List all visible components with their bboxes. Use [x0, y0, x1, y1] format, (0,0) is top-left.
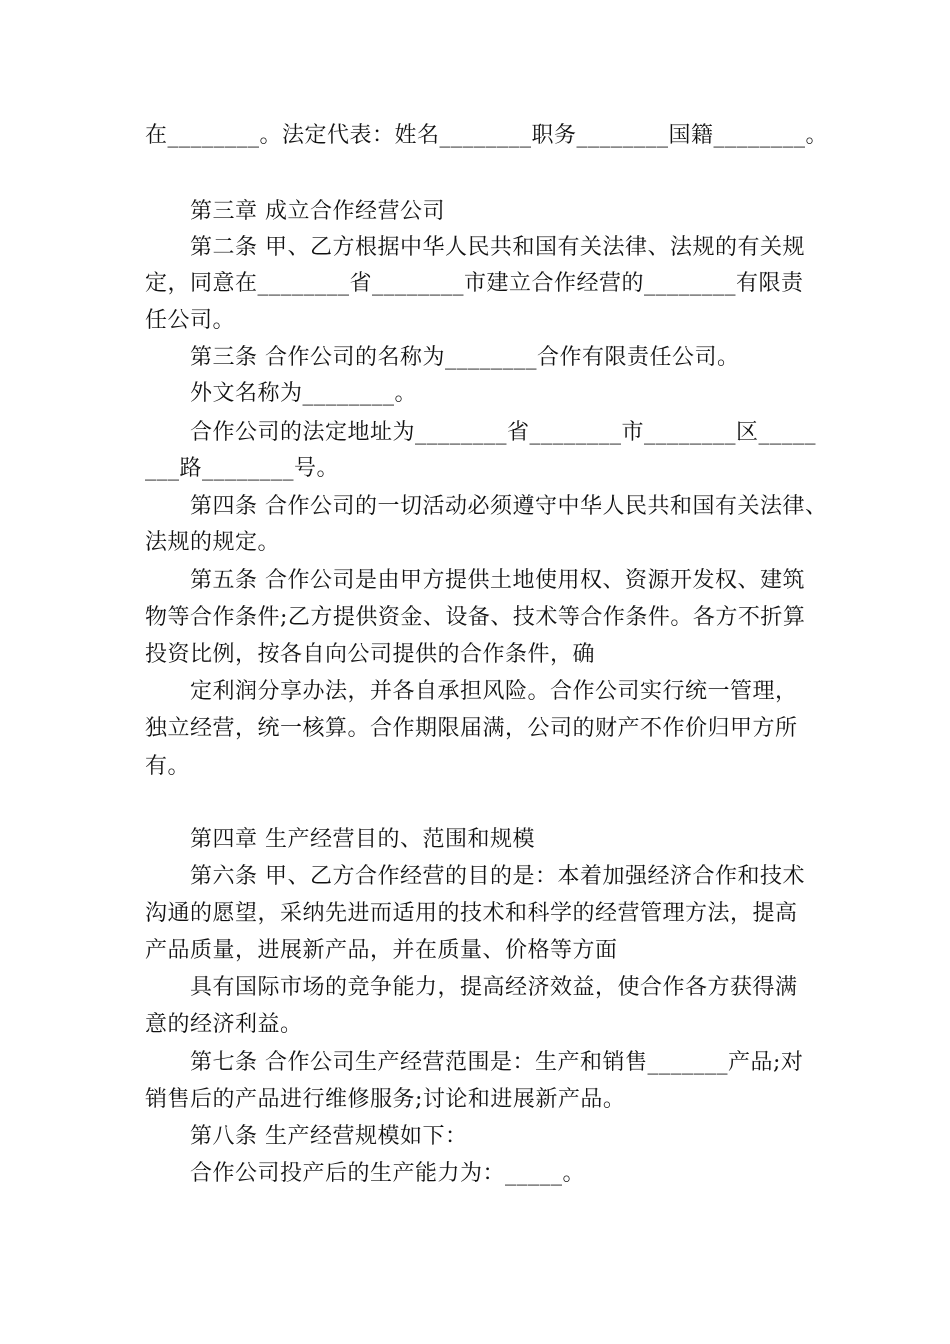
text-line: ___路________号。: [145, 456, 340, 481]
text-line: 定，同意在________省________市建立合作经营的________有限责: [145, 271, 804, 296]
text-line: 合作公司投产后的生产能力为：_____。: [190, 1161, 586, 1186]
text-line: 外文名称为________。: [190, 381, 418, 406]
article-8: 第八条 生产经营规模如下：: [190, 1124, 468, 1149]
article-3: 第三条 合作公司的名称为________合作有限责任公司。: [190, 345, 740, 370]
article-4: 第四条 合作公司的一切活动必须遵守中华人民共和国有关法律、: [190, 494, 828, 519]
text-line: 产品质量，进展新产品，并在质量、价格等方面: [145, 938, 618, 963]
text-line: 法规的规定。: [145, 530, 281, 555]
text-line: 销售后的产品进行维修服务;讨论和进展新产品。: [145, 1087, 626, 1112]
chapter-heading: 第三章 成立合作经营公司: [190, 199, 445, 224]
chapter-heading: 第四章 生产经营目的、范围和规模: [190, 827, 535, 852]
text-line: 物等合作条件;乙方提供资金、设备、技术等合作条件。各方不折算: [145, 605, 806, 630]
text-line: 具有国际市场的竞争能力，提高经济效益，使合作各方获得满: [190, 975, 798, 1000]
text-line: 沟通的愿望，采纳先进而适用的技术和科学的经营管理方法，提高: [145, 901, 798, 926]
article-6: 第六条 甲、乙方合作经营的目的是：本着加强经济合作和技术: [190, 864, 805, 889]
article-5: 第五条 合作公司是由甲方提供土地使用权、资源开发权、建筑: [190, 568, 805, 593]
text-line: 任公司。: [145, 308, 236, 333]
text-line: 在________。法定代表：姓名________职务________国籍________。: [145, 123, 829, 148]
text-line: 意的经济利益。: [145, 1012, 303, 1037]
text-line: 有。: [145, 754, 191, 779]
article-2: 第二条 甲、乙方根据中华人民共和国有关法律、法规的有关规: [190, 235, 805, 260]
text-line: 合作公司的法定地址为________省________市________区_____: [190, 420, 817, 445]
text-line: 投资比例，按各自向公司提供的合作条件，确: [145, 642, 596, 667]
article-7: 第七条 合作公司生产经营范围是：生产和销售_______产品;对: [190, 1050, 804, 1075]
text-line: 定利润分享办法，并各自承担风险。合作公司实行统一管理，: [190, 679, 798, 704]
text-line: 独立经营，统一核算。合作期限届满，公司的财产不作价归甲方所: [145, 716, 798, 741]
